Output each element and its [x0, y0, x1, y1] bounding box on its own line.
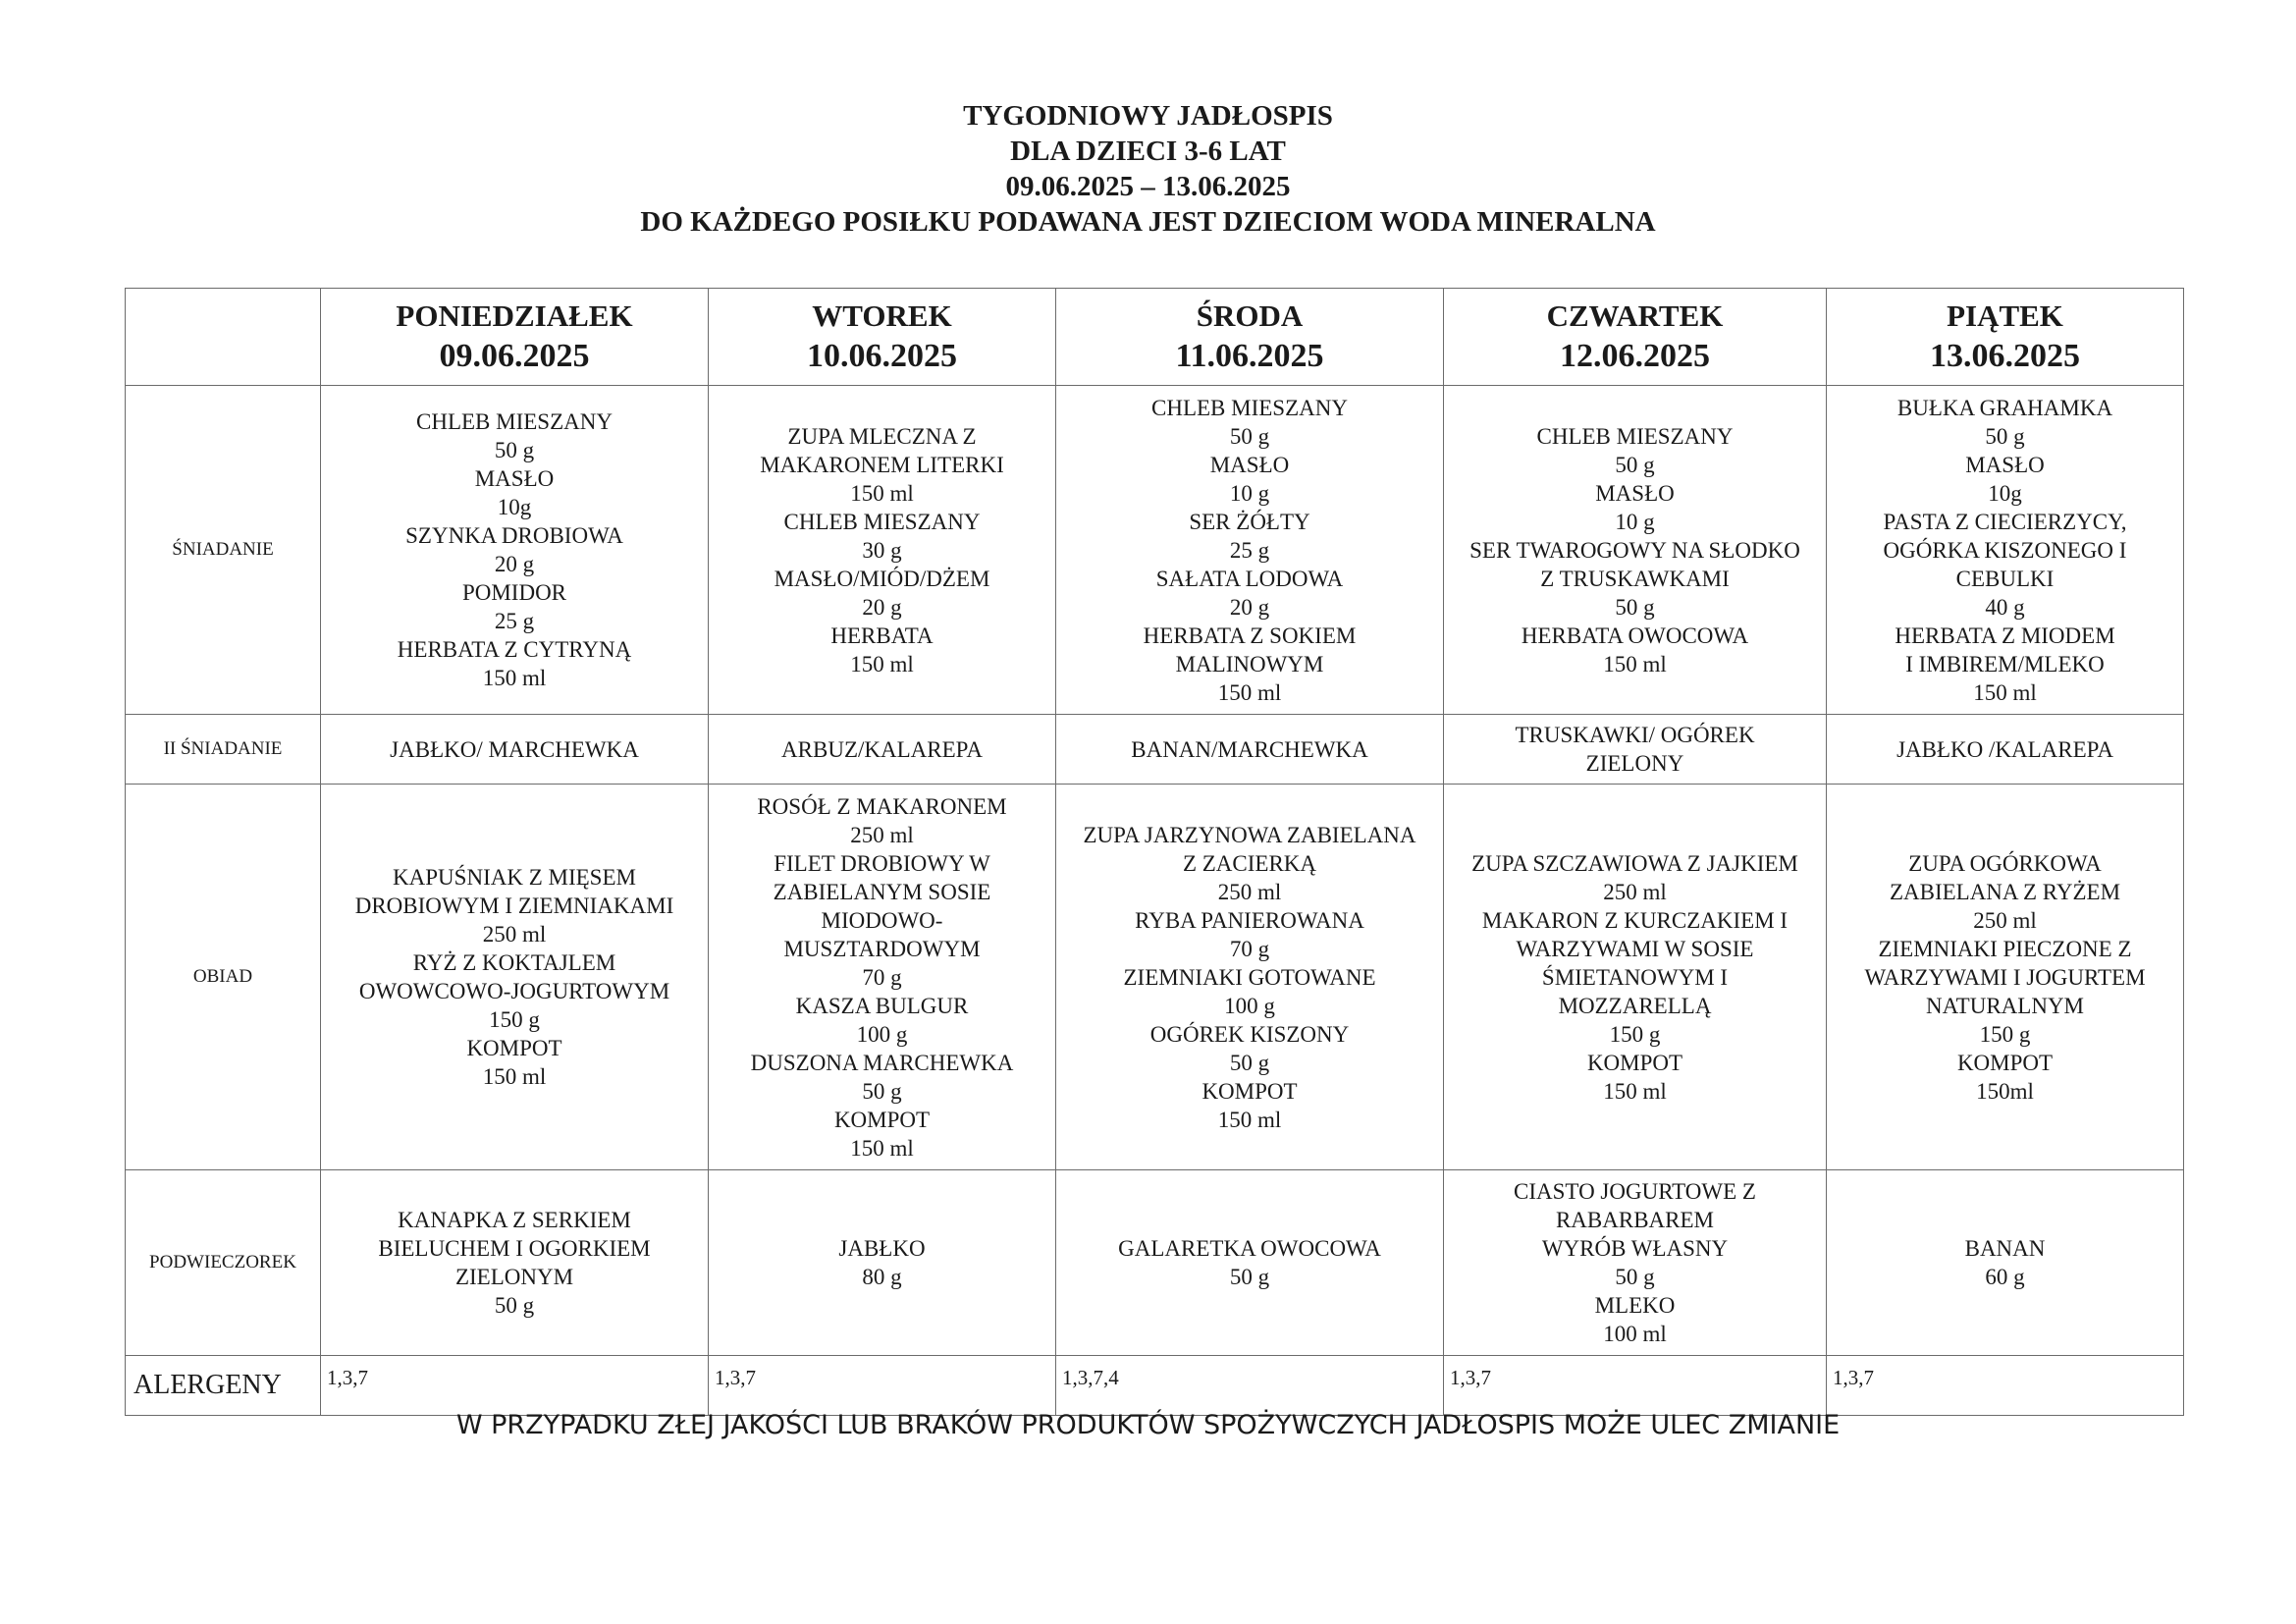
menu-item-line: MASŁO — [1209, 452, 1290, 477]
menu-item-line: 50 g — [1985, 423, 2025, 449]
menu-item-line: 100 g — [1224, 993, 1275, 1018]
menu-item-line: 70 g — [862, 964, 902, 990]
menu-item-line: RYŻ Z KOKTAJLEM — [412, 950, 616, 975]
menu-item-line: MASŁO/MIÓD/DŻEM — [774, 566, 990, 591]
allergens-value: 1,3,7,4 — [1056, 1356, 1444, 1416]
menu-item-line: HERBATA Z CYTRYNĄ — [397, 637, 632, 662]
menu-item-line: 20 g — [862, 594, 902, 620]
menu-cell — [709, 715, 1056, 785]
menu-item-line: DROBIOWYM I ZIEMNIAKAMI — [354, 893, 674, 918]
menu-cell — [1827, 386, 2184, 715]
menu-item-line: ROSÓŁ Z MAKARONEM — [757, 793, 1007, 819]
day-header — [1827, 289, 2184, 386]
menu-item-line: HERBATA OWOCOWA — [1521, 623, 1749, 648]
menu-cell — [1444, 1170, 1827, 1356]
menu-item-line: 150 ml — [1217, 1107, 1282, 1132]
day-date: 10.06.2025 — [807, 338, 957, 374]
menu-item-line: HERBATA — [830, 623, 934, 648]
menu-item-line: ZIEMNIAKI PIECZONE Z — [1878, 936, 2132, 961]
menu-item-line: 50 g — [494, 1293, 535, 1318]
menu-item-line: MASŁO — [1595, 480, 1675, 506]
day-date: 09.06.2025 — [439, 338, 590, 374]
menu-item-line: BANAN/MARCHEWKA — [1131, 736, 1368, 762]
menu-item-line: CHLEB MIESZANY — [1151, 395, 1348, 420]
menu-cell — [1056, 715, 1444, 785]
menu-item-line: 150 ml — [482, 666, 547, 690]
menu-item-line: I IMBIREM/MLEKO — [1905, 651, 2105, 677]
menu-cell — [709, 785, 1056, 1170]
day-name: ŚRODA — [1196, 298, 1304, 333]
menu-item-line: ARBUZ/KALAREPA — [781, 736, 983, 762]
menu-header — [0, 98, 2296, 240]
menu-item-line: 150 ml — [482, 1064, 547, 1089]
day-name: WTOREK — [812, 298, 952, 333]
menu-item-line: 10g — [1988, 480, 2022, 506]
menu-item-line: 40 g — [1985, 594, 2025, 620]
menu-cell — [709, 386, 1056, 715]
day-date: 11.06.2025 — [1175, 338, 1324, 374]
menu-item-line: ZUPA JARZYNOWA ZABIELANA — [1083, 822, 1416, 847]
menu-item-line: 250 ml — [1603, 879, 1667, 904]
allergens-row — [126, 1356, 2184, 1416]
menu-item-line: ZABIELANYM SOSIE — [773, 879, 991, 904]
menu-item-line: JABŁKO /KALAREPA — [1896, 736, 2113, 762]
menu-item-line: 10 g — [1229, 480, 1270, 506]
age-group: DLA DZIECI 3-6 LAT — [1010, 135, 1286, 167]
menu-cell — [321, 715, 709, 785]
menu-item-line: MALINOWYM — [1175, 651, 1324, 677]
meal-row-lunch — [126, 785, 2184, 1170]
menu-item-line: CHLEB MIESZANY — [783, 509, 981, 534]
menu-item-line: Z TRUSKAWKAMI — [1540, 566, 1730, 591]
allergens-value: 1,3,7 — [1827, 1356, 2184, 1416]
menu-item-line: CIASTO JOGURTOWE Z — [1514, 1179, 1756, 1204]
menu-item-line: 250 ml — [1217, 879, 1282, 904]
menu-title: TYGODNIOWY JADŁOSPIS — [963, 100, 1333, 132]
menu-item-line: ZIEMNIAKI GOTOWANE — [1123, 964, 1376, 990]
menu-cell — [1827, 785, 2184, 1170]
menu-item-line: 60 g — [1985, 1265, 2025, 1289]
menu-item-line: 150 g — [1609, 1021, 1661, 1047]
menu-item-line: 150 ml — [1973, 679, 2037, 705]
allergens-value: 1,3,7 — [709, 1356, 1056, 1416]
menu-item-line: KOMPOT — [1956, 1050, 2054, 1075]
menu-item-line: 150 ml — [850, 651, 914, 677]
menu-cell — [1827, 715, 2184, 785]
menu-cell — [1056, 386, 1444, 715]
menu-item-line: BUŁKA GRAHAMKA — [1896, 395, 2113, 420]
menu-item-line: 150 g — [1979, 1021, 2031, 1047]
menu-item-line: 250 ml — [1973, 907, 2037, 933]
menu-item-line: 50 g — [1229, 1050, 1270, 1075]
menu-item-line: 150 ml — [1603, 1078, 1667, 1104]
menu-cell — [709, 1170, 1056, 1356]
menu-item-line: SER ŻÓŁTY — [1189, 509, 1310, 534]
menu-item-line: 150 ml — [850, 1135, 914, 1161]
menu-item-line: CHLEB MIESZANY — [1536, 423, 1734, 449]
menu-item-line: RABARBAREM — [1555, 1208, 1715, 1232]
menu-item-line: 50 g — [1229, 423, 1270, 449]
menu-item-line: MASŁO — [1965, 452, 2045, 477]
weekly-menu-table — [125, 288, 2184, 1416]
meal-label: OBIAD — [126, 785, 321, 1170]
menu-item-line: 50 g — [1615, 1265, 1655, 1289]
menu-cell — [1056, 1170, 1444, 1356]
menu-item-line: ZIELONYM — [454, 1265, 574, 1289]
menu-item-line: MIODOWO- — [821, 907, 943, 933]
menu-item-line: KOMPOT — [1586, 1050, 1683, 1075]
menu-item-line: POMIDOR — [461, 580, 567, 605]
menu-item-line: GALARETKA OWOCOWA — [1118, 1236, 1381, 1261]
water-note: DO KAŻDEGO POSIŁKU PODAWANA JEST DZIECIOM WODA MINERALNA — [640, 206, 1656, 238]
menu-cell — [1444, 715, 1827, 785]
menu-item-line: KANAPKA Z SERKIEM — [398, 1208, 631, 1232]
menu-item-line: WARZYWAMI W SOSIE — [1516, 936, 1754, 961]
menu-item-line: ZABIELANA Z RYŻEM — [1889, 879, 2121, 904]
menu-item-line: BIELUCHEM I OGORKIEM — [378, 1236, 651, 1261]
menu-item-line: 50 g — [494, 438, 535, 462]
menu-cell — [321, 386, 709, 715]
day-header — [1056, 289, 1444, 386]
menu-item-line: DUSZONA MARCHEWKA — [750, 1050, 1014, 1075]
footer-note: W PRZYPADKU ZŁEJ JAKOŚCI LUB BRAKÓW PRODUKTÓW SPOŻYWCZYCH JADŁOSPIS MOŻE ULEC ZMIANIE — [455, 1410, 1841, 1440]
menu-item-line: 30 g — [862, 537, 902, 563]
menu-item-line: WARZYWAMI I JOGURTEM — [1864, 964, 2146, 990]
menu-cell — [1444, 785, 1827, 1170]
menu-item-line: TRUSKAWKI/ OGÓREK — [1515, 723, 1755, 747]
menu-item-line: 250 ml — [850, 822, 914, 847]
day-header — [1444, 289, 1827, 386]
menu-item-line: 20 g — [1229, 594, 1270, 620]
menu-item-line: 50 g — [862, 1078, 902, 1104]
menu-item-line: MAKARONEM LITERKI — [760, 452, 1004, 477]
menu-item-line: JABŁKO — [838, 1236, 926, 1261]
menu-item-line: Z ZACIERKĄ — [1182, 850, 1317, 876]
menu-item-line: KOMPOT — [466, 1036, 562, 1060]
menu-item-line: KOMPOT — [1201, 1078, 1298, 1104]
menu-item-line: 25 g — [494, 609, 535, 633]
menu-item-line: HERBATA Z SOKIEM — [1143, 623, 1357, 648]
menu-item-line: SER TWAROGOWY NA SŁODKO — [1469, 537, 1800, 563]
menu-item-line: CHLEB MIESZANY — [416, 409, 613, 434]
menu-item-line: SAŁATA LODOWA — [1155, 566, 1344, 591]
menu-item-line: NATURALNYM — [1926, 993, 2084, 1018]
menu-item-line: BANAN — [1964, 1236, 2046, 1261]
allergens-value: 1,3,7 — [1444, 1356, 1827, 1416]
menu-item-line: 50 g — [1615, 452, 1655, 477]
menu-item-line: RYBA PANIEROWANA — [1135, 907, 1364, 933]
menu-item-line: MAKARON Z KURCZAKIEM I — [1481, 907, 1789, 933]
menu-cell — [1827, 1170, 2184, 1356]
menu-item-line: 25 g — [1229, 537, 1270, 563]
date-range: 09.06.2025 – 13.06.2025 — [1005, 171, 1291, 202]
menu-cell — [321, 1170, 709, 1356]
menu-cell — [1444, 386, 1827, 715]
menu-item-line: CEBULKI — [1955, 566, 2055, 591]
menu-item-line: KOMPOT — [833, 1107, 931, 1132]
menu-cell — [1056, 785, 1444, 1170]
day-header — [709, 289, 1056, 386]
menu-item-line: KASZA BULGUR — [795, 993, 969, 1018]
menu-item-line: 100 ml — [1603, 1322, 1667, 1346]
menu-item-line: HERBATA Z MIODEM — [1895, 623, 2115, 648]
menu-item-line: WYRÓB WŁASNY — [1541, 1236, 1729, 1261]
menu-item-line: 10g — [497, 495, 532, 519]
menu-item-line: KAPUŚNIAK Z MIĘSEM — [393, 865, 636, 890]
meal-label: PODWIECZOREK — [126, 1170, 321, 1356]
day-date: 13.06.2025 — [1930, 338, 2080, 374]
day-name: PONIEDZIAŁEK — [396, 298, 633, 333]
menu-item-line: 100 g — [856, 1021, 908, 1047]
menu-item-line: OGÓRKA KISZONEGO I — [1883, 537, 2127, 563]
menu-item-line: MASŁO — [474, 466, 555, 491]
menu-item-line: 150 g — [489, 1007, 540, 1032]
menu-item-line: MOZZARELLĄ — [1558, 993, 1712, 1018]
menu-item-line: ZUPA SZCZAWIOWA Z JAJKIEM — [1471, 850, 1798, 876]
menu-cell — [321, 785, 709, 1170]
menu-item-line: ZIELONY — [1585, 751, 1684, 776]
menu-item-line: ŚMIETANOWYM I — [1541, 964, 1729, 990]
menu-item-line: 150 ml — [850, 480, 914, 506]
menu-item-line: 150ml — [1976, 1078, 2034, 1104]
day-header — [321, 289, 709, 386]
menu-item-line: 250 ml — [482, 922, 547, 947]
allergens-value: 1,3,7 — [321, 1356, 709, 1416]
menu-item-line: 80 g — [862, 1265, 902, 1289]
menu-item-line: 50 g — [1229, 1265, 1270, 1289]
menu-item-line: 70 g — [1229, 936, 1270, 961]
meal-row-breakfast — [126, 386, 2184, 715]
day-name: PIĄTEK — [1947, 298, 2063, 333]
corner-cell — [126, 289, 321, 386]
menu-item-line: PASTA Z CIECIERZYCY, — [1883, 509, 2127, 534]
meal-label: ŚNIADANIE — [126, 386, 321, 715]
meal-row-second-breakfast — [126, 715, 2184, 785]
menu-item-line: FILET DROBIOWY W — [774, 850, 990, 876]
days-header-row — [126, 289, 2184, 386]
menu-item-line: 150 ml — [1603, 651, 1667, 677]
menu-item-line: MUSZTARDOWYM — [783, 936, 981, 961]
day-name: CZWARTEK — [1546, 298, 1724, 333]
meal-label: II ŚNIADANIE — [126, 715, 321, 785]
menu-item-line: 150 ml — [1217, 679, 1282, 705]
menu-item-line: SZYNKA DROBIOWA — [405, 523, 623, 548]
menu-item-line: ZUPA OGÓRKOWA — [1908, 850, 2102, 876]
menu-item-line: 20 g — [494, 552, 535, 576]
menu-item-line: ZUPA MLECZNA Z — [787, 423, 977, 449]
menu-item-line: MLEKO — [1594, 1293, 1676, 1318]
menu-item-line: 10 g — [1615, 509, 1655, 534]
menu-item-line: JABŁKO/ MARCHEWKA — [390, 736, 639, 762]
day-date: 12.06.2025 — [1560, 338, 1710, 374]
allergens-label: ALERGENY — [126, 1356, 321, 1416]
menu-item-line: OWOWCOWO-JOGURTOWYM — [358, 979, 670, 1003]
menu-item-line: OGÓREK KISZONY — [1149, 1021, 1350, 1047]
menu-item-line: 50 g — [1615, 594, 1655, 620]
meal-row-afternoon-snack — [126, 1170, 2184, 1356]
